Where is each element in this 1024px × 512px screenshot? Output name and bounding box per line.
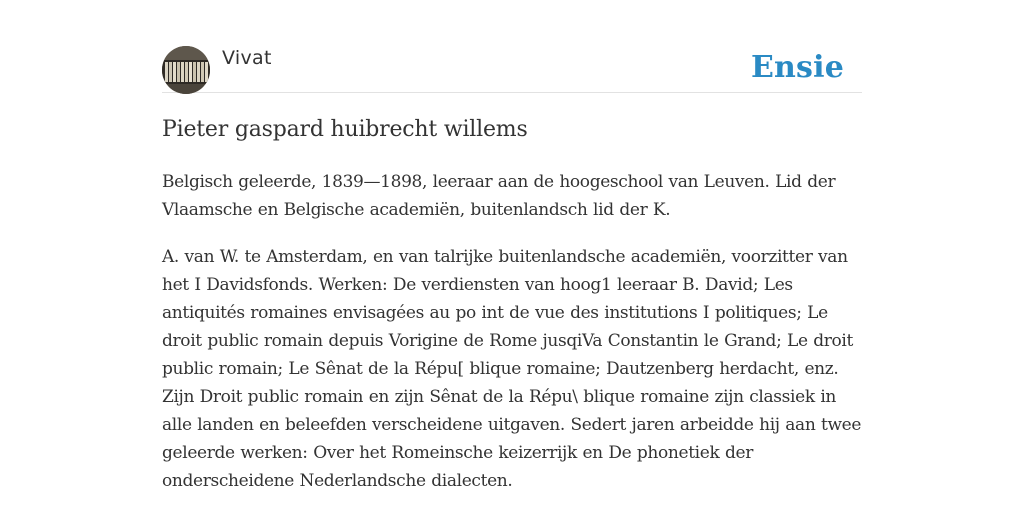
paragraph-2: A. van W. te Amsterdam, en van talrijke buitenlandsche academiën, voorzitter van het I Davidsfonds. Werken: De verdiensten van hoog1 leeraar B. David; Les antiquités romaines envisagées au po int de vue des institutions I politiques; Le droit public romain depuis Vorigine de Rome jusqiVa Constantin le Grand; Le droit public romain; Le Sênat de la Répu[ blique romaine; Dautzenberg herdacht, enz. Zijn Droit public romain en zijn Sênat de la Répu\ blique romaine zijn classiek in alle landen en beleefden verscheidene uitgaven. Sedert jaren arbeidde hij aan twee geleerde werken: Over het Romeinsche keizerrijk en De phonetiek der onderscheidene Nederlandsche dialecten. <box>162 247 862 491</box>
source-name[interactable]: Vivat <box>222 47 272 69</box>
page-title: Pieter gaspard huibrecht willems <box>162 117 528 142</box>
ensie-logo[interactable]: Ensie <box>750 50 844 85</box>
paragraph-1: Belgisch geleerde, 1839—1898, leeraar aan de hoogeschool van Leuven. Lid der Vlaamsche en Belgische academiën, buitenlandsch lid der K. <box>162 172 836 220</box>
article-body <box>162 168 862 512</box>
bookshelf-icon[interactable] <box>162 46 210 94</box>
header <box>162 46 862 93</box>
